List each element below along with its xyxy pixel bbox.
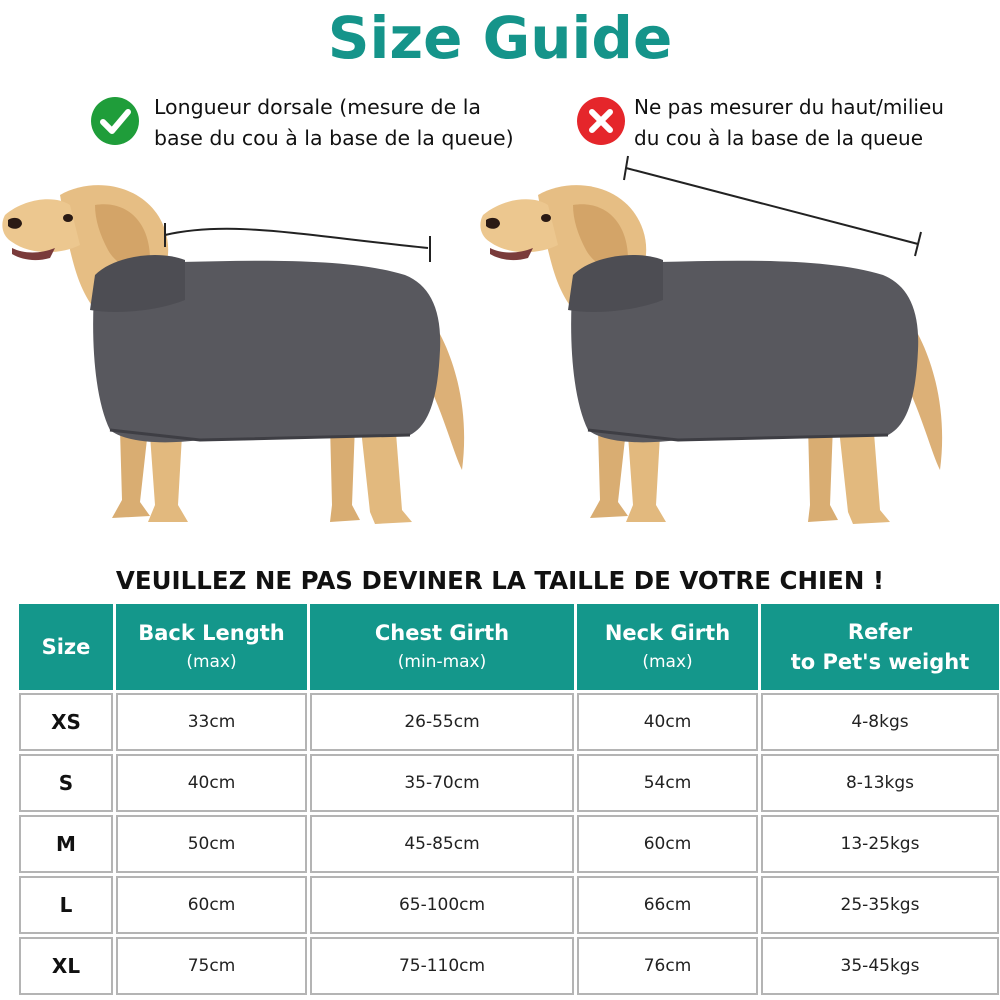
back-length-cell: 60cm — [116, 876, 307, 934]
header-neck-girth-sub: (max) — [642, 652, 693, 672]
size-cell: S — [19, 754, 113, 812]
size-table — [16, 601, 1000, 998]
header-chest-girth-sub: (min-max) — [397, 652, 487, 672]
back-length-cell: 75cm — [116, 937, 307, 995]
weight-cell: 8-13kgs — [761, 754, 999, 812]
chest-girth-cell: 75-110cm — [310, 937, 574, 995]
check-circle-icon — [90, 96, 140, 146]
table-header-row — [19, 604, 999, 690]
size-cell: L — [19, 876, 113, 934]
header-neck-girth — [577, 604, 758, 690]
header-weight-line-2: to Pet's weight — [790, 650, 970, 674]
weight-cell: 25-35kgs — [761, 876, 999, 934]
correct-measurement-note — [90, 92, 570, 154]
incorrect-measurement-note — [576, 92, 996, 154]
dog-coat — [568, 255, 918, 442]
correct-measurement-text — [154, 92, 514, 154]
chest-girth-cell: 26-55cm — [310, 693, 574, 751]
measure-line-incorrect — [624, 156, 921, 256]
dog-correct-measurement-illustration — [0, 150, 500, 560]
back-length-cell: 50cm — [116, 815, 307, 873]
table-row — [19, 937, 999, 995]
neck-girth-cell: 40cm — [577, 693, 758, 751]
weight-cell: 35-45kgs — [761, 937, 999, 995]
dog-coat — [90, 255, 440, 442]
size-warning: VEUILLEZ NE PAS DEVINER LA TAILLE DE VOTRE CHIEN ! — [115, 566, 885, 595]
chest-girth-cell: 35-70cm — [310, 754, 574, 812]
table-row — [19, 876, 999, 934]
incorrect-measurement-text — [634, 92, 944, 154]
weight-cell: 4-8kgs — [761, 693, 999, 751]
neck-girth-cell: 60cm — [577, 815, 758, 873]
page-title: Size Guide — [327, 4, 673, 72]
neck-girth-cell: 66cm — [577, 876, 758, 934]
header-chest-girth — [310, 604, 574, 690]
correct-line-2: base du cou à la base de la queue) — [154, 126, 514, 150]
dog-incorrect-measurement-illustration — [478, 150, 978, 560]
neck-girth-cell: 54cm — [577, 754, 758, 812]
back-length-cell: 33cm — [116, 693, 307, 751]
correct-line-1: Longueur dorsale (mesure de la — [154, 95, 481, 119]
incorrect-line-1: Ne pas mesurer du haut/milieu — [634, 95, 944, 119]
size-cell: M — [19, 815, 113, 873]
measure-line-correct — [165, 223, 430, 262]
header-weight — [761, 604, 999, 690]
weight-cell: 13-25kgs — [761, 815, 999, 873]
size-cell: XL — [19, 937, 113, 995]
chest-girth-cell: 65-100cm — [310, 876, 574, 934]
header-back-length-label: Back Length — [138, 621, 285, 645]
incorrect-line-2: du cou à la base de la queue — [634, 126, 923, 150]
x-circle-icon — [576, 96, 626, 146]
header-neck-girth-label: Neck Girth — [604, 621, 731, 645]
header-weight-line-1: Refer — [847, 620, 913, 644]
header-chest-girth-label: Chest Girth — [374, 621, 510, 645]
header-back-length-sub: (max) — [186, 652, 237, 672]
chest-girth-cell: 45-85cm — [310, 815, 574, 873]
header-size — [19, 604, 113, 690]
header-size-label: Size — [41, 635, 91, 659]
table-row — [19, 693, 999, 751]
size-cell: XS — [19, 693, 113, 751]
table-row — [19, 815, 999, 873]
table-row — [19, 754, 999, 812]
header-back-length — [116, 604, 307, 690]
neck-girth-cell: 76cm — [577, 937, 758, 995]
back-length-cell: 40cm — [116, 754, 307, 812]
